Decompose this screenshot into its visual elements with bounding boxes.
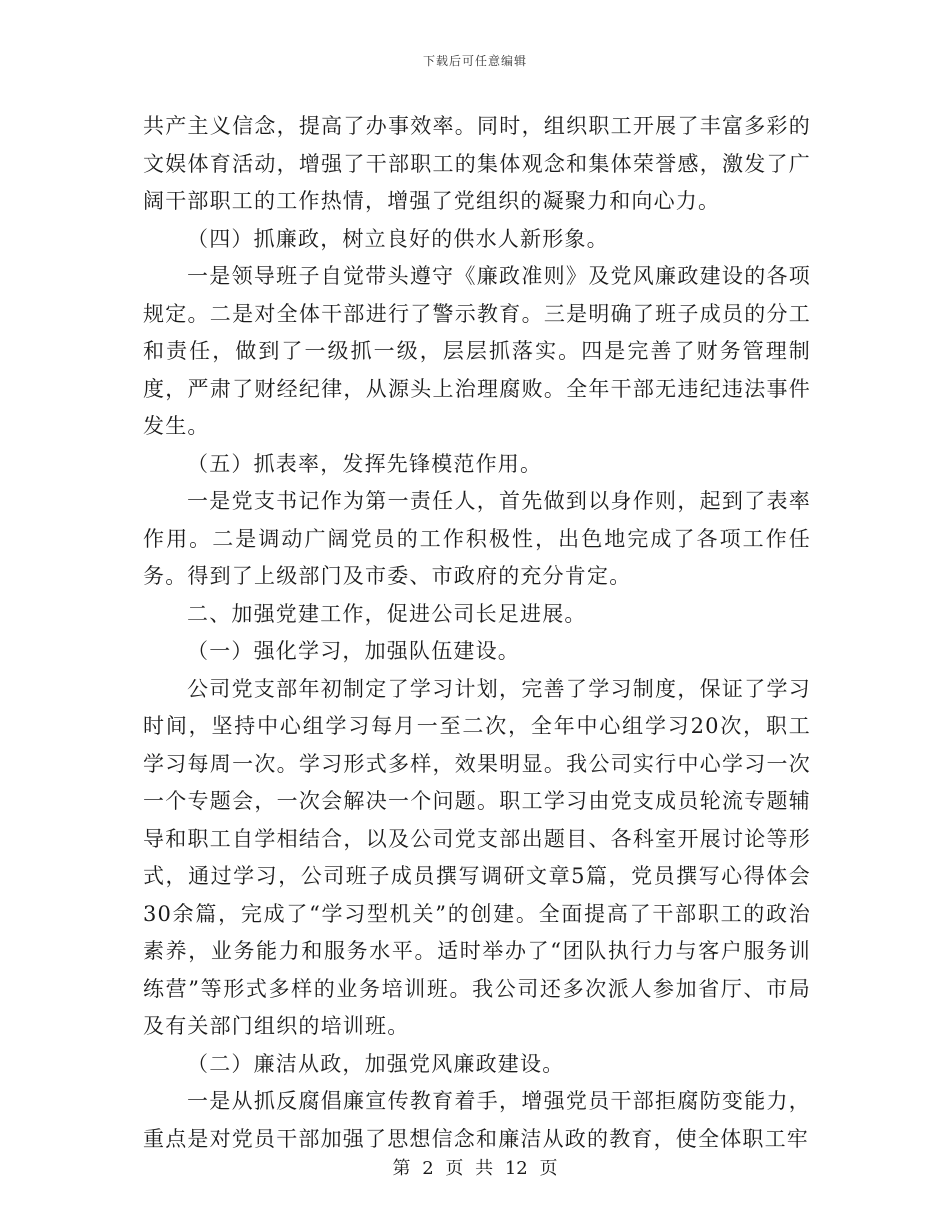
paragraph-7: （一）强化学习，加强队伍建设。 xyxy=(187,639,520,663)
paragraph-4: （五）抓表率，发挥先锋模范作用。 xyxy=(187,451,543,476)
paragraph-3: 一是领导班子自觉带头遵守《廉政准则》及党风廉政建设的各项规定。二是对全体干部进行了警示教育。三是明确了班子成员的分工和责任，做到了一级抓一级，层层抓落实。四是完善了财务管理制度，严肃了财经纪律，从源头上治理腐败。全年干部无违纪违法事件发生。 xyxy=(143,264,811,438)
paragraph-6: 二、加强党建工作，促进公司长足进展。 xyxy=(187,601,587,626)
page-header: 下载后可任意编辑 xyxy=(422,54,527,68)
paragraph-5: 一是党支书记作为第一责任人，首先做到以身作则，起到了表率作用。二是调动广阔党员的工作积极性，出色地完成了各项工作任务。得到了上级部门及市委、市政府的充分肯定。 xyxy=(143,489,811,588)
page-footer: 第 2 页 共 12 页 xyxy=(392,1158,558,1179)
paragraph-10: 一是从抓反腐倡廉宣传教育着手，增强党员干部拒腐防变能力，重点是对党员干部加强了思想信念和廉洁从政的教育，使全体职工牢 xyxy=(143,1089,811,1151)
paragraph-1: 共产主义信念，提高了办事效率。同时，组织职工开展了丰富多彩的文娱体育活动，增强了干部职工的集体观念和集体荣誉感，激发了广阔干部职工的工作热情，增强了党组织的凝聚力和向心力。 xyxy=(143,114,811,213)
paragraph-9: （二）廉洁从政，加强党风廉政建设。 xyxy=(187,1051,565,1076)
paragraph-8: 公司党支部年初制定了学习计划，完善了学习制度，保证了学习时间，坚持中心组学习每月一至二次，全年中心组学习20次，职工学习每周一次。学习形式多样，效果明显。我公司实行中心学习一次一个专题会，一次会解决一个问题。职工学习由党支成员轮流专题辅导和职工自学相结合，以及公司党支部出题目、各科室开展讨论等形式，通过学习，公司班子成员撰写调研文章5篇，党员撰写心得体会30余篇，完成了“学习型机关”的创建。全面提高了干部职工的政治素养，业务能力和服务水平。适时举办了“团队执行力与客户服务训练营”等形式多样的业务培训班。我公司还多次派人参加省厅、市局及有关部门组织的培训班。 xyxy=(143,676,811,1038)
paragraph-2: （四）抓廉政，树立良好的供水人新形象。 xyxy=(187,226,609,251)
document-body xyxy=(143,108,811,1158)
